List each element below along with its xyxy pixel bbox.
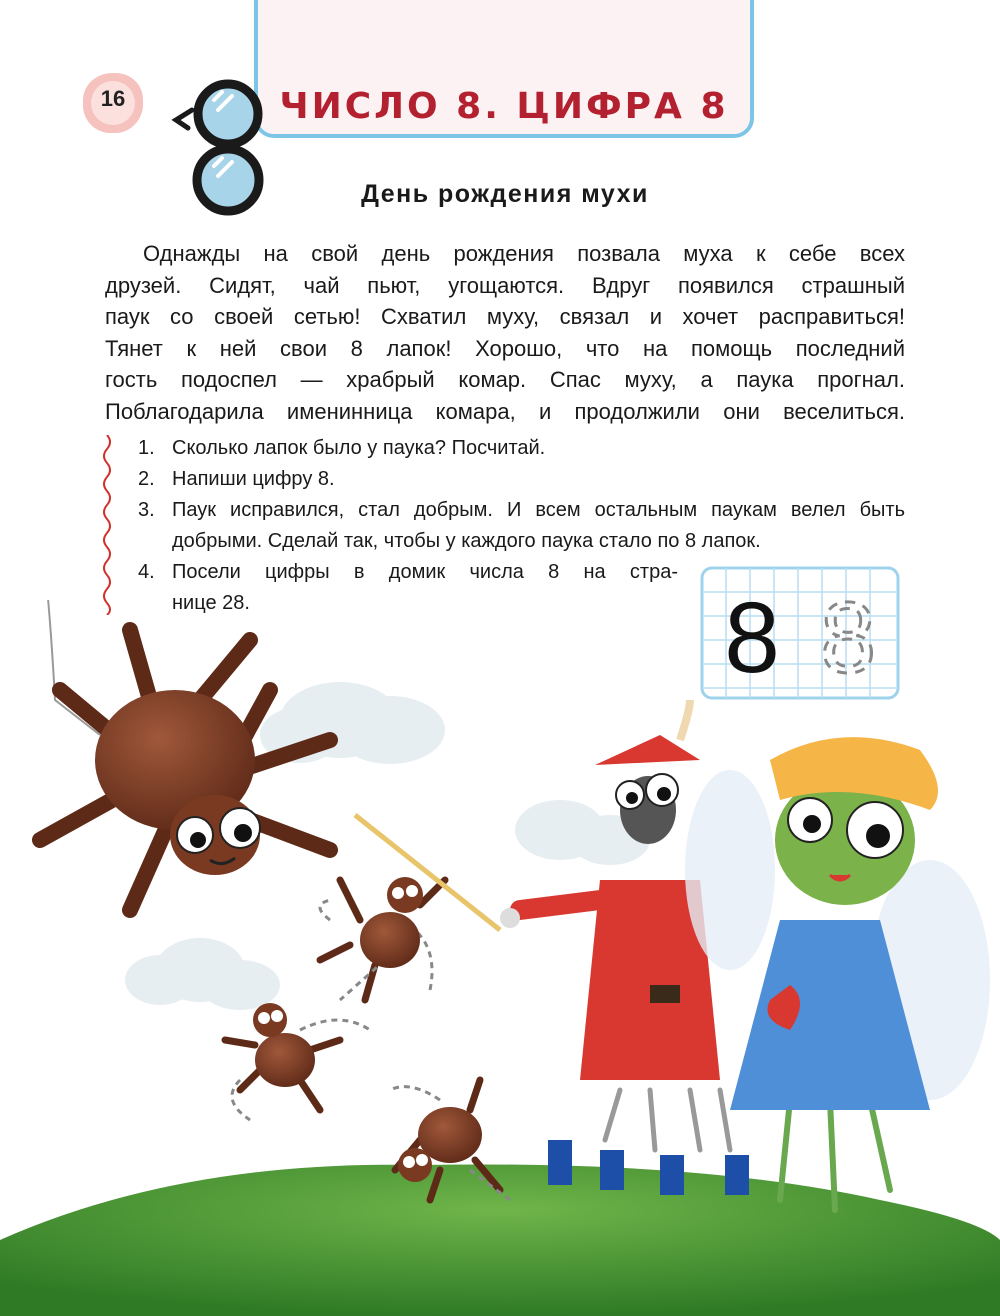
list-item: 2. Напиши цифру 8. xyxy=(138,468,335,490)
story-line: Однажды на свой день рождения позвала муха к себе всех xyxy=(143,241,905,266)
sample-digit: 8 xyxy=(724,582,780,694)
list-item: 4. Посели цифры в домик числа 8 на стра- нице 28. xyxy=(138,561,678,614)
story-line: Тянет к ней свои 8 лапок! Хорошо, что на помощь последний xyxy=(105,335,905,361)
page-number: 16 xyxy=(100,86,126,111)
list-item: 3. Паук исправился, стал добрым. И всем остальным паукам велел быть добрыми. Сделай так, чтобы у каждого паука стало по 8 лапок. xyxy=(138,499,905,552)
story-illustration xyxy=(0,600,1000,1316)
story-line: гость подоспел — храбрый комар. Спас муху, а паука прогнал. xyxy=(105,367,905,392)
story-title: День рождения мухи xyxy=(361,180,649,208)
fly-icon xyxy=(685,737,990,1210)
story-line: друзей. Сидят, чай пьют, угощаются. Вдруг появился страшный xyxy=(105,272,905,298)
list-item: 1. Сколько лапок было у паука? Посчитай. xyxy=(138,437,546,459)
story-line: Поблагодарила именинница комара, и продолжили они веселиться. xyxy=(105,398,905,424)
trace-digit: 8 xyxy=(820,582,876,694)
small-spider-icon xyxy=(320,877,445,1000)
page-title: ЧИСЛО 8. ЦИФРА 8 xyxy=(279,86,729,127)
story-text xyxy=(105,238,905,427)
spider-icon xyxy=(40,630,330,910)
wavy-line-icon xyxy=(100,435,114,615)
page-number-badge xyxy=(80,70,146,136)
small-spider-icon xyxy=(225,1003,370,1120)
story-line: паук со своей сетью! Схватил муху, связал и хочет расправиться! xyxy=(105,304,905,329)
